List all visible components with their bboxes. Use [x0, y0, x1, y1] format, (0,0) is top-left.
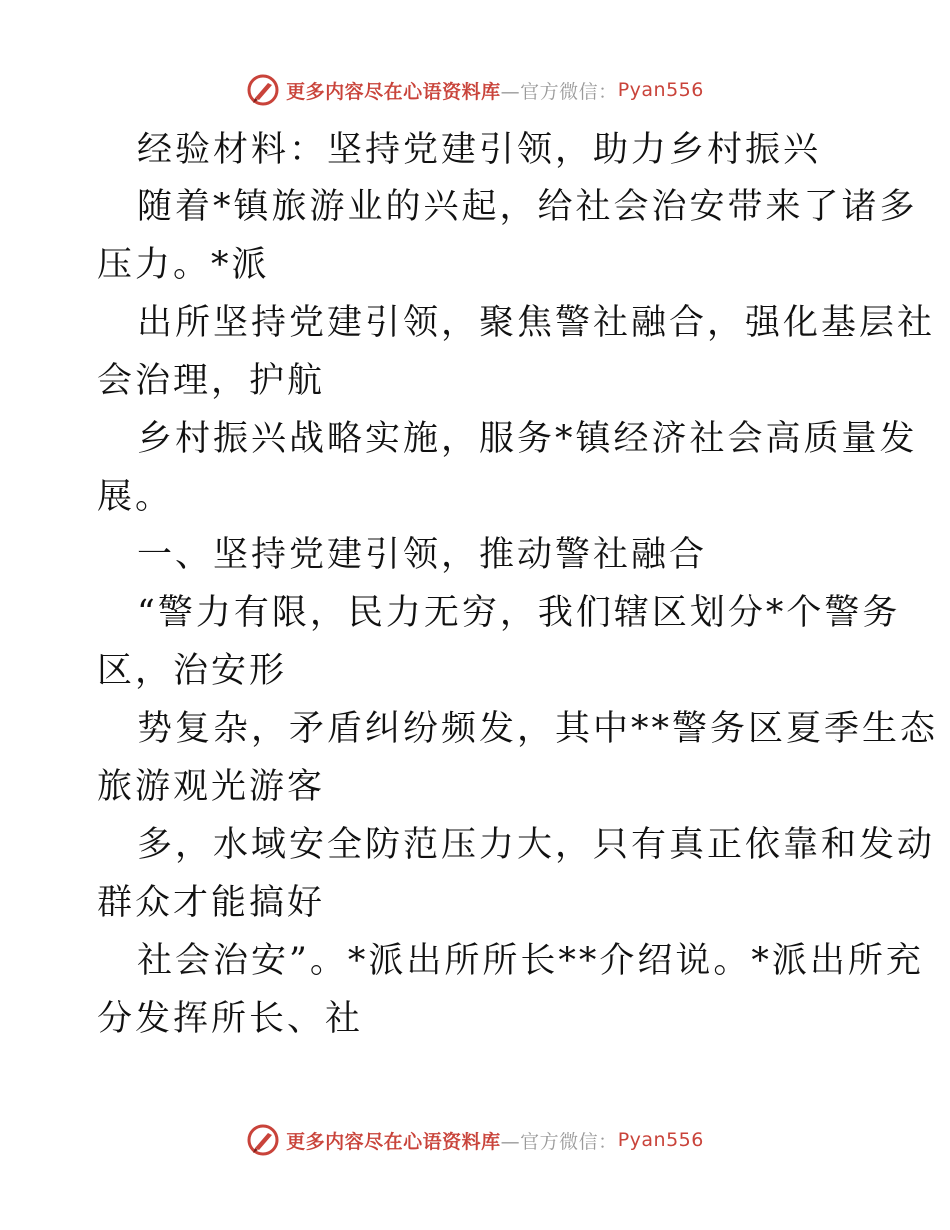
paragraph-line: 压力。*派: [97, 245, 270, 285]
paragraph-line: “警力有限，民力无穷，我们辖区划分*个警务: [137, 593, 901, 633]
paragraph-line: 乡村振兴战略实施，服务*镇经济社会高质量发: [137, 419, 918, 459]
paragraph-line: 区，治安形: [97, 651, 288, 691]
watermark-footer: [0, 1123, 950, 1157]
pen-logo-icon: [246, 1123, 280, 1157]
paragraph-line: 出所坚持党建引领，聚焦警社融合，强化基层社: [137, 303, 936, 343]
pen-logo-icon: [246, 73, 280, 107]
paragraph-line: 会治理，护航: [97, 361, 326, 401]
paragraph-line: 群众才能搞好: [97, 883, 326, 923]
watermark-brand: 更多内容尽在心语资料库: [286, 1130, 501, 1153]
paragraph-line: 势复杂，矛盾纠纷频发，其中**警务区夏季生态: [137, 709, 939, 749]
paragraph-line: 随着*镇旅游业的兴起，给社会治安带来了诸多: [137, 187, 918, 227]
watermark-brand: 更多内容尽在心语资料库: [286, 80, 501, 103]
paragraph-line: 分发挥所长、社: [97, 999, 364, 1039]
watermark-separator: —官方微信：: [500, 80, 618, 103]
section-heading: 一、坚持党建引领，推动警社融合: [137, 535, 708, 575]
paragraph-line: 多，水域安全防范压力大，只有真正依靠和发动: [137, 825, 936, 865]
watermark-wechat-id: Pyan556: [617, 79, 704, 101]
document-title: 经验材料：坚持党建引领，助力乡村振兴: [137, 130, 822, 170]
paragraph-line: 社会治安”。*派出所所长**介绍说。*派出所充: [137, 941, 924, 981]
watermark-separator: —官方微信：: [500, 1130, 618, 1153]
watermark-header: [0, 73, 950, 107]
paragraph-line: 展。: [97, 477, 174, 517]
watermark-wechat-id: Pyan556: [617, 1129, 704, 1151]
paragraph-line: 旅游观光游客: [97, 767, 326, 807]
